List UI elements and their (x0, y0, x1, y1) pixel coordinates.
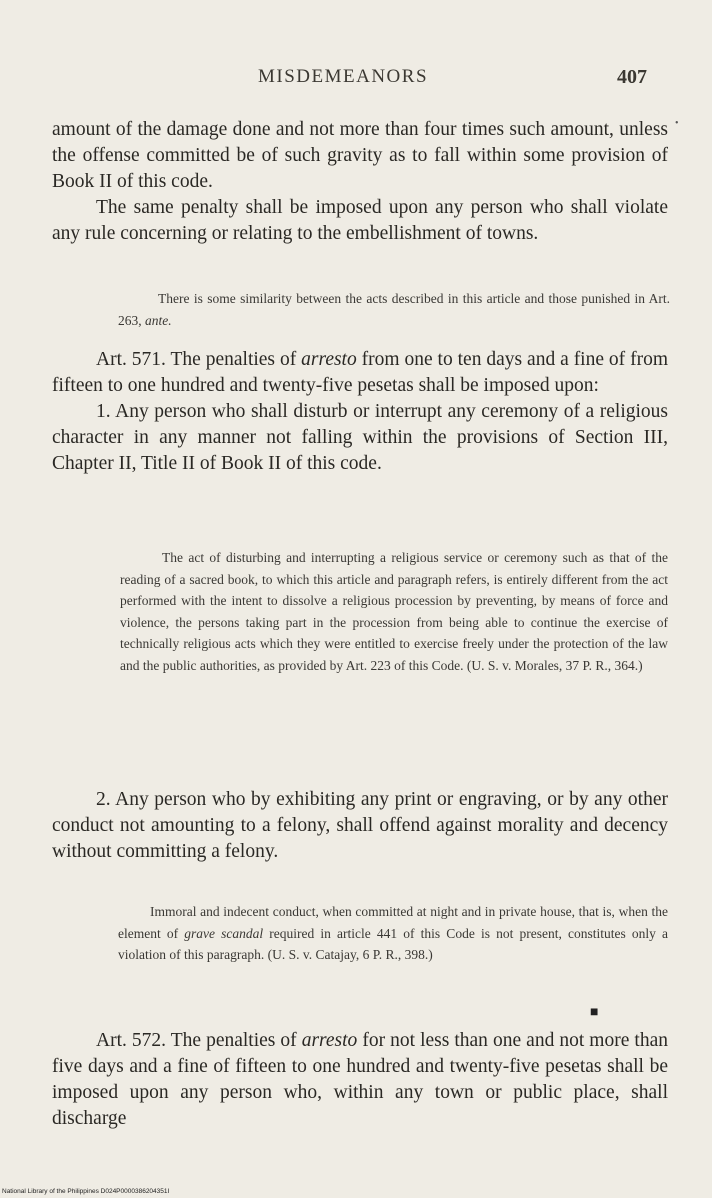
embellishment-paragraph: The same penalty shall be imposed upon any person who shall violate any rule concerning or relating to the embellishment of towns. (52, 197, 668, 244)
note1-ante: ante. (145, 312, 172, 328)
annotation-note-3 (118, 901, 668, 966)
term-arresto: arresto (301, 349, 357, 370)
article-571-item-2: 2. Any person who by exhibiting any print or engraving, or by any other conduct not amounting to a felony, shall offend against morality and decency without committing a felony. (52, 789, 668, 862)
article-571-item-2-block (52, 787, 668, 865)
speck-mark: • (675, 118, 679, 129)
ink-dot-mark: ■ (590, 1005, 599, 1020)
digitization-credit: National Library of the Philippines D024P0000386204351I (2, 1188, 170, 1195)
page-header (0, 66, 712, 94)
paragraph-continuation (52, 117, 668, 247)
note3-grave-scandal: grave scandal (184, 925, 264, 941)
annotation-note-1 (118, 288, 670, 331)
note1-text: There is some similarity between the acts described in this article and those punished in Art. 263, (118, 291, 670, 328)
note3-text-a: Immoral and indecent conduct, when committed at night and in private house, that is, when the element of (118, 904, 668, 941)
article-571-item-1: 1. Any person who shall disturb or interrupt any ceremony of a religious character in any manner not falling within the provisions of Section III, Chapter II, Title II of Book II of this code. (52, 401, 668, 474)
running-title: MISDEMEANORS (258, 66, 429, 87)
article-571 (52, 347, 668, 477)
term-arresto-572: arresto (301, 1030, 358, 1051)
article-571-intro: Art. 571. The penalties of arresto from one to ten days and a fine of from fifteen to one hundred and twenty-five pesetas shall be imposed upon: (52, 349, 668, 396)
page-number: 407 (617, 66, 647, 88)
annotation-note-2 (120, 547, 668, 676)
damage-paragraph: amount of the damage done and not more than four times such amount, unless the offense committed be of such gravity as to fall within some provision of Book II of this code. (52, 119, 668, 192)
article-572 (52, 1028, 668, 1132)
note2-text: The act of disturbing and interrupting a religious service or ceremony such as that of the reading of a sacred book, to which this article and paragraph refers, is entirely different from the act performed with the intent to dissolve a religious procession by preventing, by means of force and violence, the persons taking part in the procession from being able to continue the exercise of technically religious acts which they were entitled to exercise freely under the protection of the law and the public authorities, as provided by Art. 223 of this Code. (U. S. v. Morales, 37 P. R., 364.) (120, 550, 668, 673)
article-572-text: Art. 572. The penalties of arresto for not less than one and not more than five days and a fine of fifteen to one hundred and twenty-five pesetas shall be imposed upon any person who, within any town or public place, shall discharge (52, 1030, 668, 1129)
note3-text-c: required in article 441 of this Code is not present, constitutes only a violation of this paragraph. (U. S. v. Catajay, 6 P. R., 398.) (118, 925, 668, 962)
